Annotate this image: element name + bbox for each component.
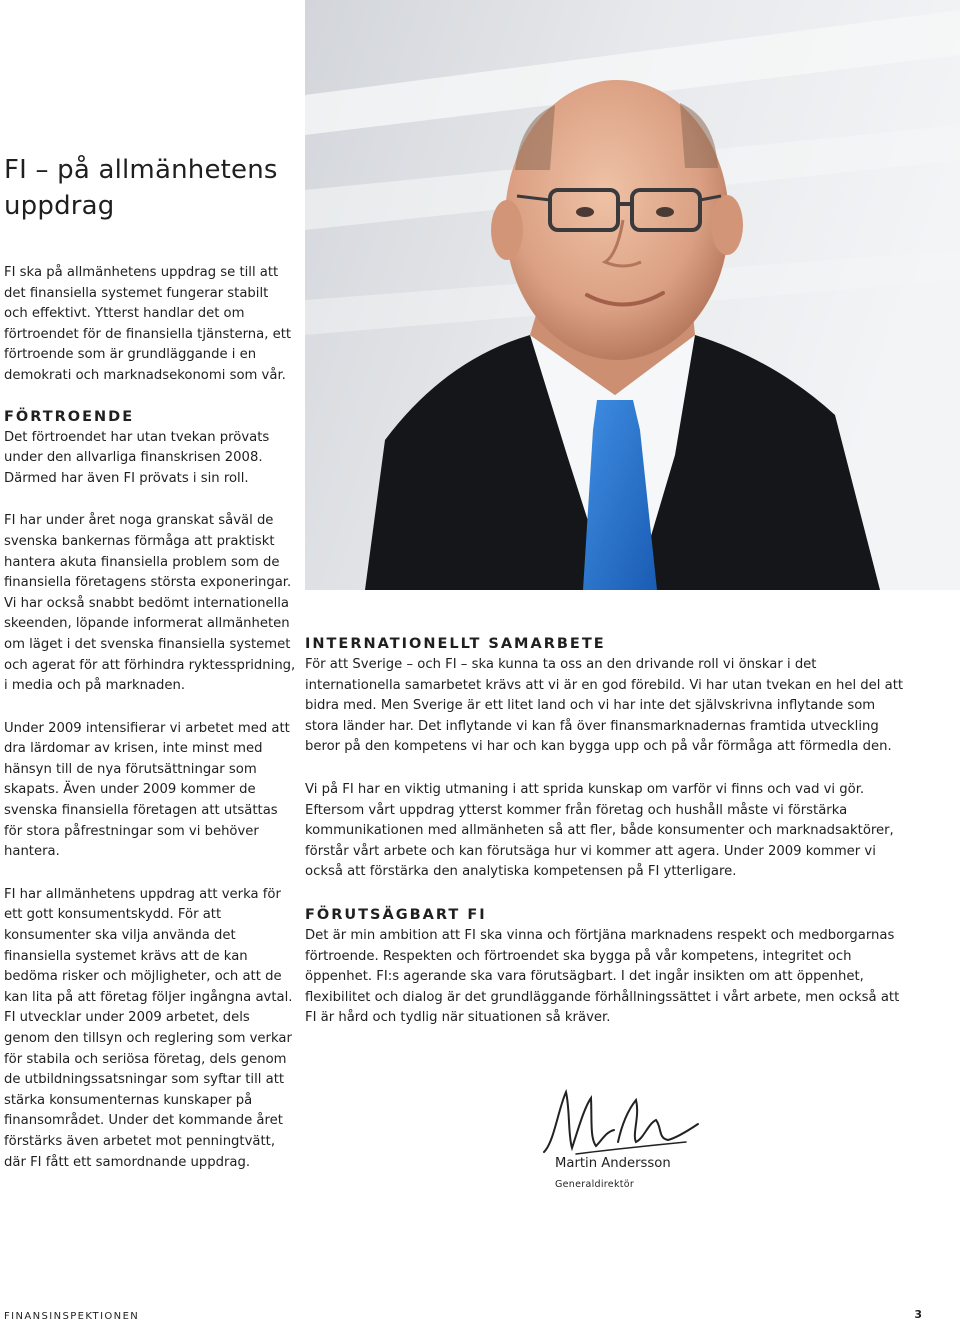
fortroende-paragraph-3: Under 2009 intensifierar vi arbetet med att dra lärdomar av krisen, inte minst med hänsyn till de nya förutsättningar som skapats. Även under 2009 kommer de svenska finansiella företagen att utsättas för stora påfrestningar som vi behöver hantera. — [4, 720, 290, 860]
section-heading-fortroende: FÖRTROENDE — [4, 408, 135, 425]
handwritten-signature — [536, 1080, 706, 1160]
left-column — [4, 263, 296, 1173]
signatory-role: Generaldirektör — [555, 1179, 635, 1190]
fortroende-paragraph-4: FI har allmänhetens uppdrag att verka för ett gott konsumentskydd. För att konsumenter ska vilja använda det finansiella systemet krävs att de kan bedöma risker och möjligheter, och att de kan lita på att företag följer ingångna avtal. FI utvecklar under 2009 arbetet, dels genom den tillsyn och reglering som verkar för stabila och seriösa företag, dels genom de utbildningssatsningar som syftar till att stärka konsumenternas kunskaper på finansområdet. Under det kommande året förstärks även arbetet mot penningtvätt, där FI fått ett samordnande uppdrag. — [4, 886, 293, 1170]
forutsagbart-paragraph-1: Det är min ambition att FI ska vinna och förtjäna marknadens respekt och medborgarnas förtroende. Respekten och förtroendet ska bygga på vår kompetens, integritet och öppenhet. FI:s agerande ska vara förutsägbart. I det ingår insikten om att öppenhet, flexibilitet och dialog är det grundläggande förhållningssättet i vårt arbete, men också att FI är hård och tydlig när situationen så kräver. — [305, 927, 900, 1026]
internationellt-paragraph-2: Vi på FI har en viktig utmaning i att sprida kunskap om varför vi finns och vad vi gör. Eftersom vårt uppdrag ytterst kommer från företag och hushåll måste vi förstärka kommunikationen med allmänheten så att fler, både konsumenter och marknadsaktörer, förstår vårt arbete och kan förutsäga hur vi kommer att agera. Under 2009 kommer vi också att förstärka den analytiska kompetensen på FI ytterligare. — [305, 781, 894, 880]
signatory-name: Martin Andersson — [555, 1156, 671, 1171]
page-title: FI – på allmänhetens uppdrag — [4, 155, 278, 221]
fortroende-paragraph-2: FI har under året noga granskat såväl de svenska bankernas förmåga att praktiskt hantera akuta finansiella problem som de finansiella företagens största exponeringar. Vi har också snabbt bedömt internationella skeenden, löpande informerat allmänheten om läget i det svenska finansiella systemet och agerat för att förhindra ryktesspridning, i media och på marknaden. — [4, 513, 296, 694]
section-heading-internationellt: INTERNATIONELLT SAMARBETE — [305, 636, 606, 652]
fortroende-paragraph-1: Det förtroendet har utan tvekan prövats under den allvarliga finanskrisen 2008. Därmed har även FI prövats i sin roll. — [4, 429, 270, 486]
intro-paragraph: FI ska på allmänhetens uppdrag se till att det finansiella systemet fungerar stabilt och effektivt. Ytterst handlar det om förtroendet för de finansiella tjänsterna, ett förtroende som är grundläggande i en demokrati och marknadsekonomi som vår. — [4, 265, 292, 383]
portrait-photo — [305, 0, 960, 590]
section-heading-forutsagbart: FÖRUTSÄGBART FI — [305, 906, 487, 923]
right-column — [305, 634, 905, 1029]
footer-organization: FINANSINSPEKTIONEN — [4, 1311, 140, 1322]
page-number: 3 — [914, 1308, 922, 1321]
internationellt-paragraph-1: För att Sverige – och FI – ska kunna ta oss an den drivande roll vi önskar i det internationella samarbetet krävs att vi är en god förebild. Vi har utan tvekan en hel del att bidra med. Men Sverige är ett litet land och vi har inte det självskrivna inflytande som stora länder har. Det inflytande vi kan få över finansmarknadernas framtida utveckling beror på den kompetens vi har och kan bygga upp och på vår förmåga att förmedla den. — [305, 657, 904, 755]
